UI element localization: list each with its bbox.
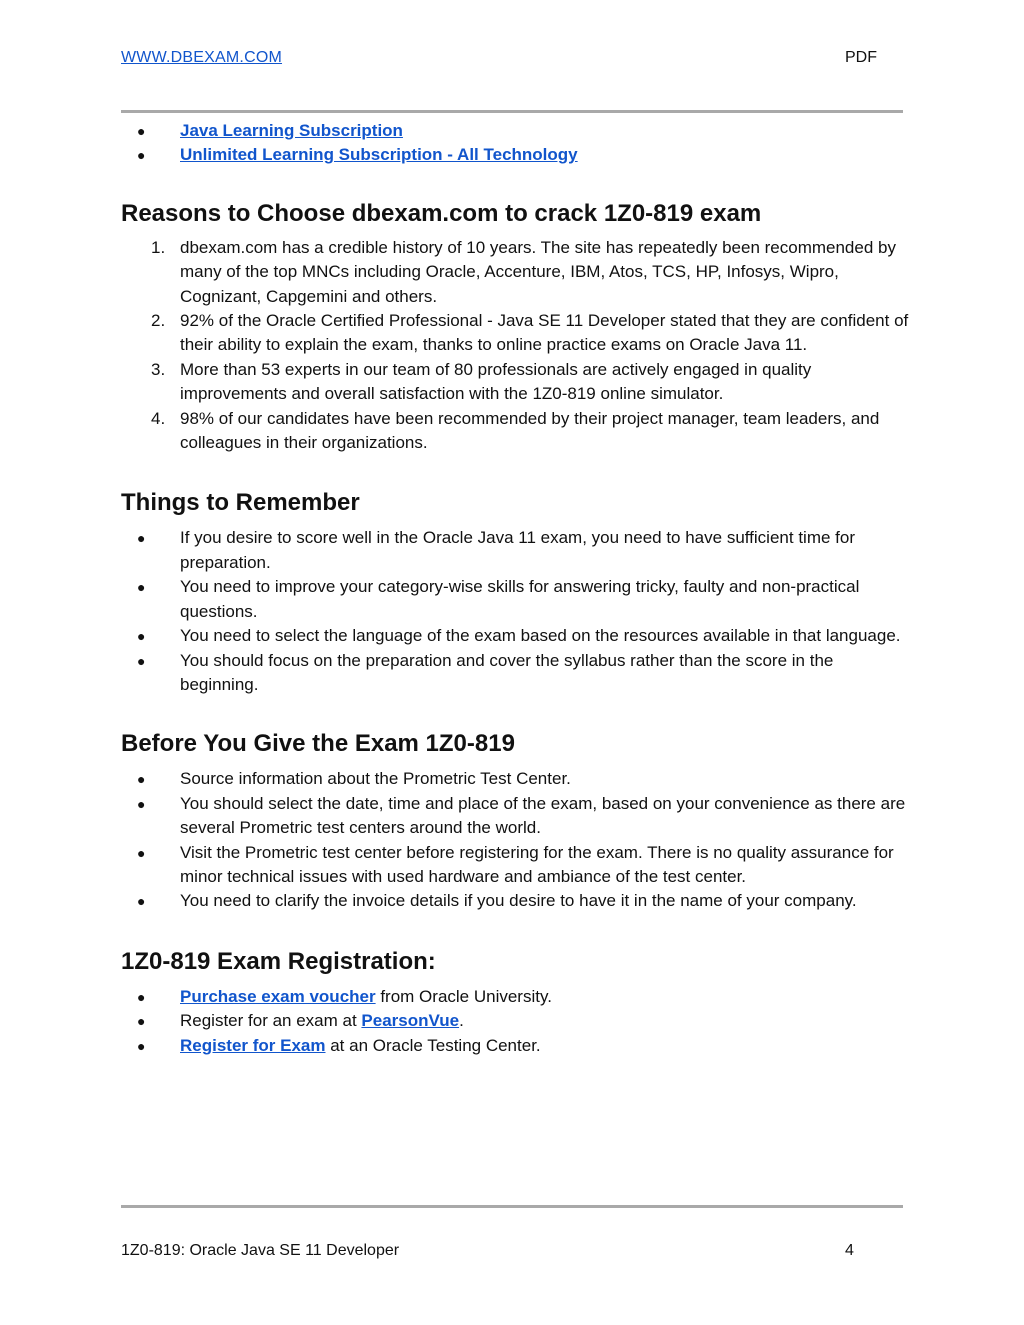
format-label: PDF	[845, 49, 877, 66]
bullet-icon: ●	[137, 579, 146, 596]
list-item-text: You need to improve your category-wise skills for answering tricky, faulty and non-practical questions.	[180, 577, 860, 621]
list-number: 4.	[151, 408, 166, 428]
list-item	[121, 1009, 911, 1033]
list-number: 3.	[151, 359, 166, 379]
list-item	[121, 792, 911, 841]
pearsonvue-link[interactable]: PearsonVue	[361, 1011, 460, 1031]
list-item	[121, 767, 911, 791]
list-item	[121, 407, 911, 456]
reasons-list	[121, 236, 911, 456]
list-item-text: More than 53 experts in our team of 80 professionals are actively engaged in quality improvements and overall satisfaction with the 1Z0-819 online simulator.	[180, 359, 812, 404]
bullet-icon: ●	[137, 652, 146, 669]
list-item-text: You need to clarify the invoice details if you desire to have it in the name of your company.	[180, 891, 857, 911]
bullet-icon: ●	[137, 1037, 146, 1054]
list-item-text: at an Oracle Testing Center.	[325, 1035, 541, 1055]
list-item	[121, 526, 911, 575]
list-item	[121, 649, 911, 698]
exam-registration-heading: 1Z0-819 Exam Registration:	[121, 947, 436, 975]
registration-list	[121, 985, 911, 1058]
list-item-text: dbexam.com has a credible history of 10 years. The site has repeatedly been recommended by many of the top MNCs including Oracle, Accenture, IBM, Atos, TCS, HP, Infosys, Wipro, Cognizant, Capgemini and others.	[180, 237, 896, 306]
bullet-icon: ●	[137, 988, 146, 1005]
purchase-exam-voucher-link[interactable]: Purchase exam voucher	[180, 986, 376, 1006]
list-number: 2.	[151, 311, 166, 331]
site-link[interactable]: WWW.DBEXAM.COM	[121, 49, 283, 66]
list-item	[121, 1034, 911, 1058]
list-item-text: 92% of the Oracle Certified Professional - Java SE 11 Developer stated that they are confident of their ability to explain the exam, thanks to online practice exams on Oracle Java 11.	[180, 311, 909, 355]
list-item	[121, 985, 911, 1009]
page-content	[121, 119, 911, 1058]
list-item	[121, 841, 911, 890]
list-item-text: Source information about the Prometric Test Center.	[180, 769, 571, 789]
unlimited-learning-subscription-link[interactable]: Unlimited Learning Subscription - All Technology	[180, 145, 578, 165]
footer-divider	[121, 1205, 903, 1208]
list-item-text: .	[459, 1011, 464, 1031]
list-item-text: Visit the Prometric test center before registering for the exam. There is no quality assurance for minor technical issues with used hardware and ambiance of the test center.	[180, 842, 894, 886]
java-learning-subscription-link[interactable]: Java Learning Subscription	[180, 121, 403, 140]
list-item-text: You should select the date, time and place of the exam, based on your convenience as there are several Prometric test centers around the world.	[180, 793, 906, 838]
list-item-text: You need to select the language of the exam based on the resources available in that language.	[180, 626, 901, 646]
before-exam-list	[121, 767, 911, 913]
bullet-icon: ●	[137, 628, 146, 645]
before-exam-heading: Before You Give the Exam 1Z0-819	[121, 730, 515, 758]
bullet-icon: ●	[137, 123, 146, 139]
bullet-icon: ●	[137, 1013, 146, 1030]
subscription-link-list	[121, 119, 911, 168]
things-to-remember-heading: Things to Remember	[121, 489, 360, 517]
list-item	[121, 889, 911, 913]
bullet-icon: ●	[137, 795, 146, 812]
list-item-text: 98% of our candidates have been recommended by their project manager, team leaders, and colleagues in their organizations.	[180, 408, 880, 453]
list-item	[121, 119, 911, 143]
list-item	[121, 575, 911, 624]
bullet-icon: ●	[137, 844, 146, 861]
list-item	[121, 236, 911, 309]
list-item	[121, 624, 911, 648]
bullet-icon: ●	[137, 893, 146, 910]
register-for-exam-link[interactable]: Register for Exam	[180, 1035, 326, 1055]
header-divider	[121, 110, 903, 113]
page-number: 4	[845, 1242, 854, 1259]
footer-title: 1Z0-819: Oracle Java SE 11 Developer	[121, 1242, 400, 1259]
bullet-icon: ●	[137, 530, 146, 547]
list-item-text: from Oracle University.	[375, 986, 552, 1006]
bullet-icon: ●	[137, 147, 146, 164]
list-item	[121, 358, 911, 407]
remember-list	[121, 526, 911, 697]
bullet-icon: ●	[137, 771, 146, 788]
list-item	[121, 309, 911, 358]
list-item	[121, 143, 911, 167]
reasons-heading: Reasons to Choose dbexam.com to crack 1Z0-819 exam	[121, 199, 762, 227]
list-item-text: You should focus on the preparation and cover the syllabus rather than the score in the beginning.	[180, 650, 834, 694]
list-item-text: If you desire to score well in the Oracle Java 11 exam, you need to have sufficient time for preparation.	[180, 528, 855, 572]
list-item-text: Register for an exam at	[180, 1011, 362, 1031]
list-number: 1.	[151, 237, 166, 257]
